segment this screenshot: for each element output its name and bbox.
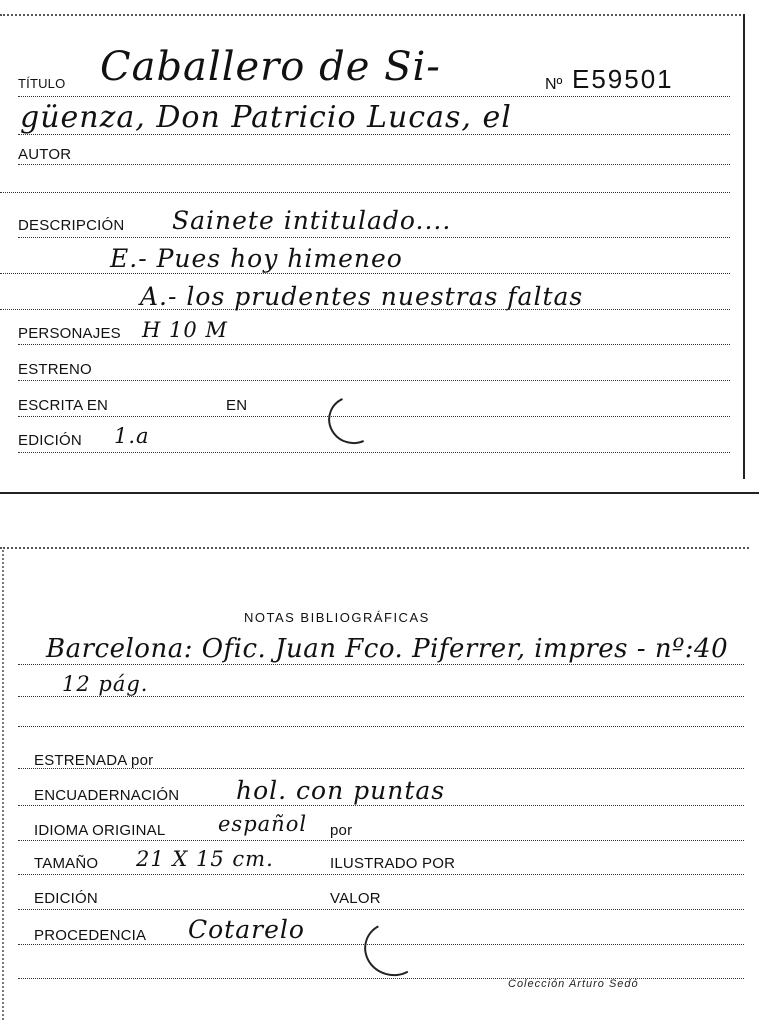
descripcion-label: DESCRIPCIÓN <box>18 217 125 234</box>
rule-notas-2 <box>18 696 744 697</box>
idioma-label: IDIOMA ORIGINAL <box>34 822 166 839</box>
rule-titulo-2 <box>18 134 730 135</box>
personajes-value: H 10 M <box>142 318 228 342</box>
rule-desc-3 <box>0 309 730 310</box>
descripcion-value: Sainete intitulado.... <box>172 206 452 235</box>
personajes-label: PERSONAJES <box>18 325 121 342</box>
notas-label: NOTAS BIBLIOGRÁFICAS <box>244 610 430 625</box>
collection-label: Colección Arturo Sedó <box>508 978 639 990</box>
card-back-left-edge <box>2 550 4 1020</box>
idioma-por-label: por <box>330 822 353 839</box>
rule-personajes <box>18 344 730 345</box>
en-label: EN <box>226 397 248 414</box>
estreno-label: ESTRENO <box>18 361 92 378</box>
idioma-value: español <box>218 812 308 836</box>
rule-idioma <box>18 840 744 841</box>
notas-line1: Barcelona: Ofic. Juan Fco. Piferrer, impres - nº:40 <box>46 634 729 664</box>
rule-descripcion <box>18 237 730 238</box>
encuadernacion-value: hol. con puntas <box>236 776 446 805</box>
autor-label: AUTOR <box>18 146 72 163</box>
rule-desc-2 <box>0 273 730 274</box>
estrenada-label: ESTRENADA por <box>34 752 154 769</box>
rule-notas-1 <box>18 664 744 665</box>
card-right-edge <box>743 14 745 479</box>
catalog-card-back <box>0 540 759 1028</box>
titulo-handwriting-line1: Caballero de Si- <box>100 44 441 90</box>
escrita-label: ESCRITA EN <box>18 397 109 414</box>
rule-estreno <box>18 380 730 381</box>
tamano-label: TAMAÑO <box>34 855 99 872</box>
catalog-card-front <box>0 0 759 500</box>
rule-edicion-valor <box>18 909 744 910</box>
rule-notas-3 <box>18 726 744 727</box>
edicion-label: EDICIÓN <box>18 432 82 449</box>
punch-hole-mark-back <box>358 915 428 982</box>
titulo-handwriting-line2: güenza, Don Patricio Lucas, el <box>20 100 512 135</box>
titulo-label: TÍTULO <box>18 76 66 91</box>
tamano-value: 21 X 15 cm. <box>136 847 274 871</box>
punch-hole-mark <box>321 389 384 451</box>
ilustrado-label: ILUSTRADO POR <box>330 855 456 872</box>
rule-titulo <box>18 96 730 97</box>
procedencia-value: Cotarelo <box>188 915 305 944</box>
card-back-top-edge <box>0 547 749 549</box>
rule-edicion <box>18 452 730 453</box>
valor-label: VALOR <box>330 890 381 907</box>
rule-tamano <box>18 874 744 875</box>
numero-value: E59501 <box>572 64 674 94</box>
rule-autor <box>18 164 730 165</box>
card-bottom-edge <box>0 492 759 494</box>
descripcion-line3: A.- los prudentes nuestras faltas <box>140 282 584 311</box>
edicion-value: 1.a <box>114 424 150 448</box>
back-edicion-label: EDICIÓN <box>34 890 98 907</box>
rule-encuadernacion <box>18 805 744 806</box>
card-top-edge <box>0 14 745 16</box>
encuadernacion-label: ENCUADERNACIÓN <box>34 787 180 804</box>
numero-label: Nº <box>545 76 563 93</box>
notas-line2: 12 pág. <box>62 672 149 696</box>
rule-blank-1 <box>0 192 730 193</box>
rule-estrenada <box>18 768 744 769</box>
descripcion-line2: E.- Pues hoy himeneo <box>110 244 403 273</box>
procedencia-label: PROCEDENCIA <box>34 927 147 944</box>
